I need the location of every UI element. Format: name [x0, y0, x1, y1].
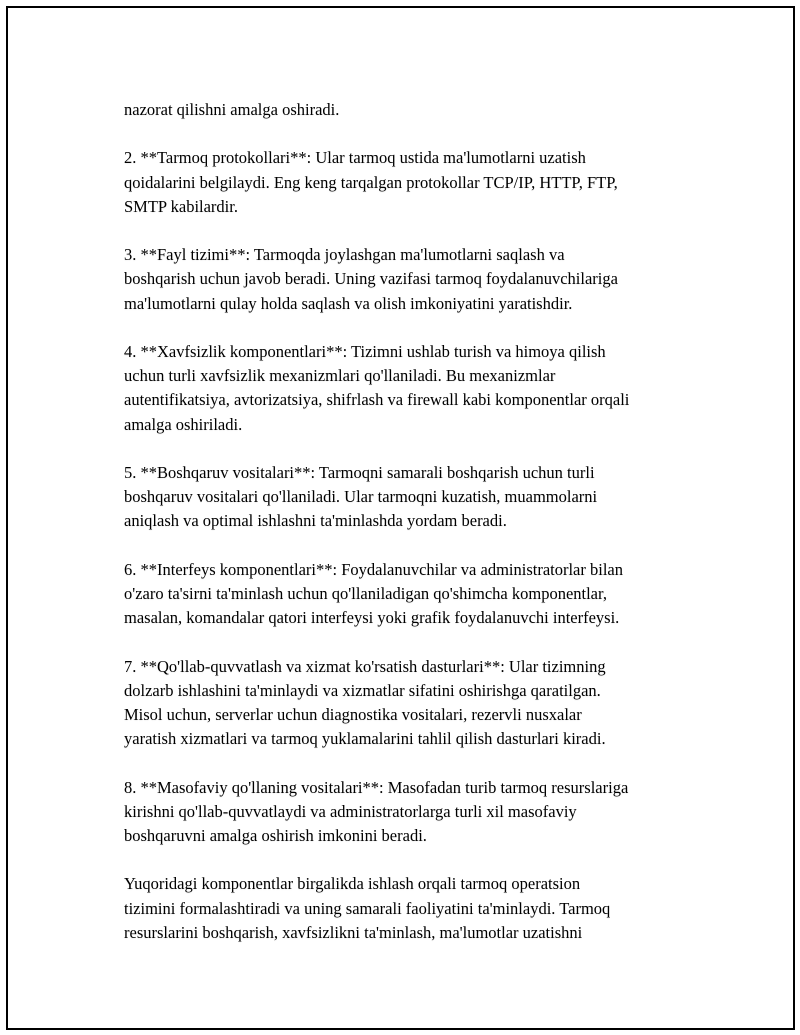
- paragraph-item-8-remote-tools: 8. **Masofaviy qo'llaning vositalari**: Masofadan turib tarmoq resurslariga kirishni qo'llab-quvvatlaydi va administratorlarga turli xil masofaviy boshqaruvni amalga oshirish imkonini beradi.: [124, 777, 629, 845]
- page-frame: [6, 6, 795, 1030]
- document-body: [124, 98, 709, 945]
- paragraph-summary: Yuqoridagi komponentlar birgalikda ishlash orqali tarmoq operatsion tizimini formalashtiradi va uning samarali faoliyatini ta'minlaydi. Tarmoq resurslarini boshqarish, xavfsizlikni ta'minlash, ma'lumotlar uzatishni: [124, 874, 611, 942]
- paragraph-continuation: nazorat qilishni amalga oshiradi.: [124, 100, 340, 119]
- paragraph-item-5-management-tools: 5. **Boshqaruv vositalari**: Tarmoqni samarali boshqarish uchun turli boshqaruv vositalari qo'llaniladi. Ular tarmoqni kuzatish, muammolarni aniqlash va optimal ishlashni ta'minlashda yordam beradi.: [124, 462, 598, 531]
- paragraph-item-2-network-protocols: 2. **Tarmoq protokollari**: Ular tarmoq ustida ma'lumotlarni uzatish qoidalarini belgilaydi. Eng keng tarqalgan protokollar TCP/IP, HTTP, FTP, SMTP kabilardir.: [124, 148, 618, 216]
- paragraph-item-3-file-system: 3. **Fayl tizimi**: Tarmoqda joylashgan ma'lumotlarni saqlash va boshqarish uchun javob beradi. Uning vazifasi tarmoq foydalanuvchilariga ma'lumotlarni qulay holda saqlash va olish imkoniyatini yaratishdir.: [124, 245, 618, 313]
- paragraph-item-6-interface-components: 6. **Interfeys komponentlari**: Foydalanuvchilar va administratorlar bilan o'zaro ta'sirni ta'minlash uchun qo'llaniladigan qo'shimcha komponentlar, masalan, komandalar qatori interfeysi yoki grafik foydalanuvchi interfeysi.: [124, 559, 623, 628]
- paragraph-item-7-support-services: 7. **Qo'llab-quvvatlash va xizmat ko'rsatish dasturlari**: Ular tizimning dolzarb ishlashini ta'minlaydi va xizmatlar sifatini oshirishga qaratilgan. Misol uchun, serverlar uchun diagnostika vositalari, rezervli nusxalar yaratish xizmatlari va tarmoq yuklamalarini tahlil qilish dasturlari kiradi.: [124, 656, 606, 749]
- paragraph-item-4-security-components: 4. **Xavfsizlik komponentlari**: Tizimni ushlab turish va himoya qilish uchun turli xavfsizlik mexanizmlari qo'llaniladi. Bu mexanizmlar autentifikatsiya, avtorizatsiya, shifrlash va firewall kabi komponentlar orqali amalga oshiriladi.: [124, 341, 630, 434]
